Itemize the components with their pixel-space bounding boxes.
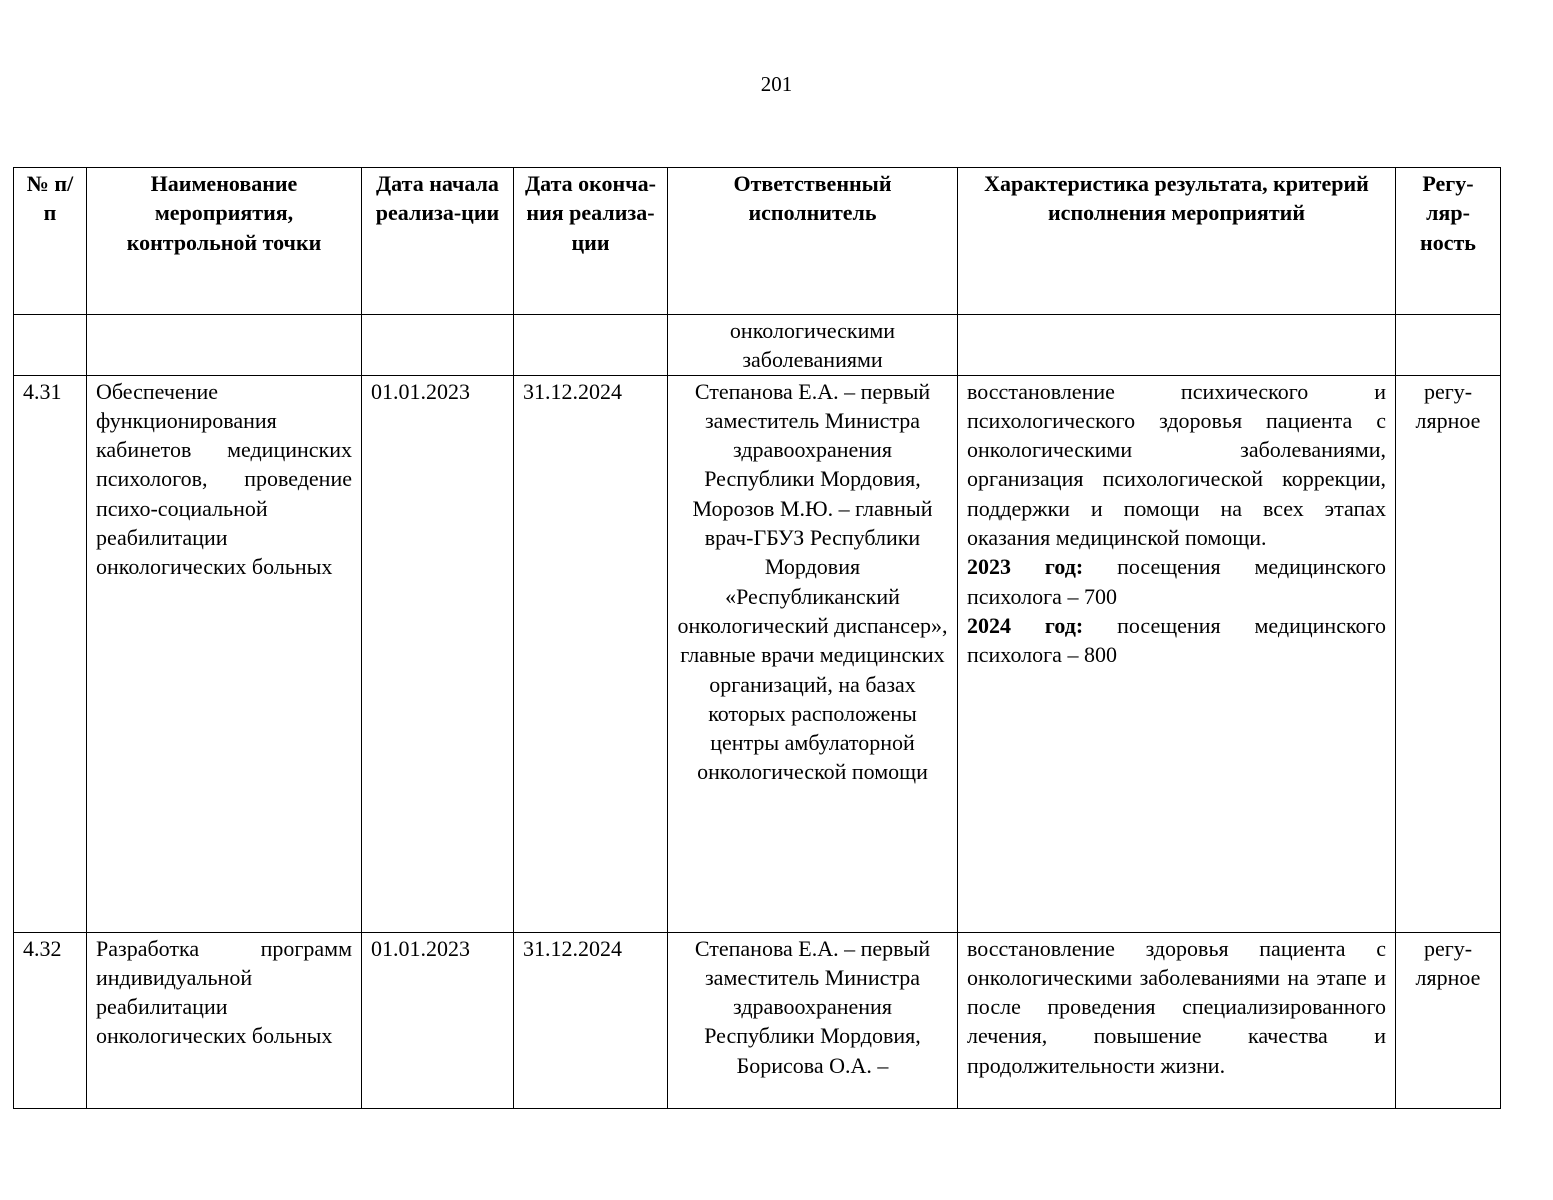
- header-name: Наименование мероприятия, контрольной точки: [87, 168, 362, 315]
- header-start-date: Дата начала реализа-ции: [362, 168, 514, 315]
- result-text: восстановление психического и психологического здоровья пациента с онкологическими заболеваниями, организация психологической коррекции, поддержки и помощи на всех этапах оказания медицинской помощи.: [967, 378, 1386, 551]
- table-row: [14, 932, 1501, 1108]
- cell-end: 31.12.2024: [514, 932, 668, 1108]
- cell-name: Обеспечение функционирования кабинетов медицинских психологов, проведение психо-социальной реабилитации онкологических больных: [87, 375, 362, 932]
- header-regularity: Регу-ляр-ность: [1396, 168, 1501, 315]
- cell-end: 31.12.2024: [514, 375, 668, 932]
- year-2024-text: посещения медицинского психолога – 800: [967, 612, 1387, 668]
- cell-result: восстановление здоровья пациента с онкологическими заболеваниями на этапе и после проведения специализированного лечения, повышение качества и продолжительности жизни.: [958, 932, 1396, 1108]
- header-num: № п/п: [14, 168, 87, 315]
- cell-num: 4.31: [14, 375, 87, 932]
- cell-responsible: Степанова Е.А. – первый заместитель Министра здравоохранения Республики Мордовия, Борисова О.А. –: [668, 932, 958, 1108]
- cell-responsible: Степанова Е.А. – первый заместитель Министра здравоохранения Республики Мордовия, Морозов М.Ю. – главный врач-ГБУЗ Республики Мордовия «Республиканский онкологический диспансер», главные врачи медицинских организаций, на базах которых расположены центры амбулаторной онкологической помощи: [668, 375, 958, 932]
- cell-result: [958, 375, 1396, 932]
- header-end-date: Дата оконча-ния реализа-ции: [514, 168, 668, 315]
- cell-num: [14, 315, 87, 376]
- cell-start: 01.01.2023: [362, 932, 514, 1108]
- header-result: Характеристика результата, критерий исполнения мероприятий: [958, 168, 1396, 315]
- cell-result: [958, 315, 1396, 376]
- table-row-continuation: [14, 315, 1501, 376]
- header-responsible: Ответственный исполнитель: [668, 168, 958, 315]
- cell-num: 4.32: [14, 932, 87, 1108]
- cell-name: Разработка программ индивидуальной реабилитации онкологических больных: [87, 932, 362, 1108]
- table-header-row: [14, 168, 1501, 315]
- cell-name: [87, 315, 362, 376]
- cell-regularity: регу-лярное: [1396, 932, 1501, 1108]
- page-number: 201: [760, 72, 793, 96]
- result-2024: [967, 611, 1386, 670]
- cell-responsible: онкологическими заболеваниями: [668, 315, 958, 376]
- year-2023-text: посещения медицинского психолога – 700: [967, 554, 1387, 609]
- table-row: [14, 375, 1501, 932]
- activities-table: [13, 167, 1501, 1109]
- cell-start: [362, 315, 514, 376]
- year-2023-label: 2023 год:: [967, 554, 1084, 580]
- cell-regularity: регу-лярное: [1396, 375, 1501, 932]
- cell-regularity: [1396, 315, 1501, 376]
- result-2023: [967, 552, 1386, 611]
- cell-end: [514, 315, 668, 376]
- year-2024-label: 2024 год:: [967, 612, 1084, 638]
- cell-start: 01.01.2023: [362, 375, 514, 932]
